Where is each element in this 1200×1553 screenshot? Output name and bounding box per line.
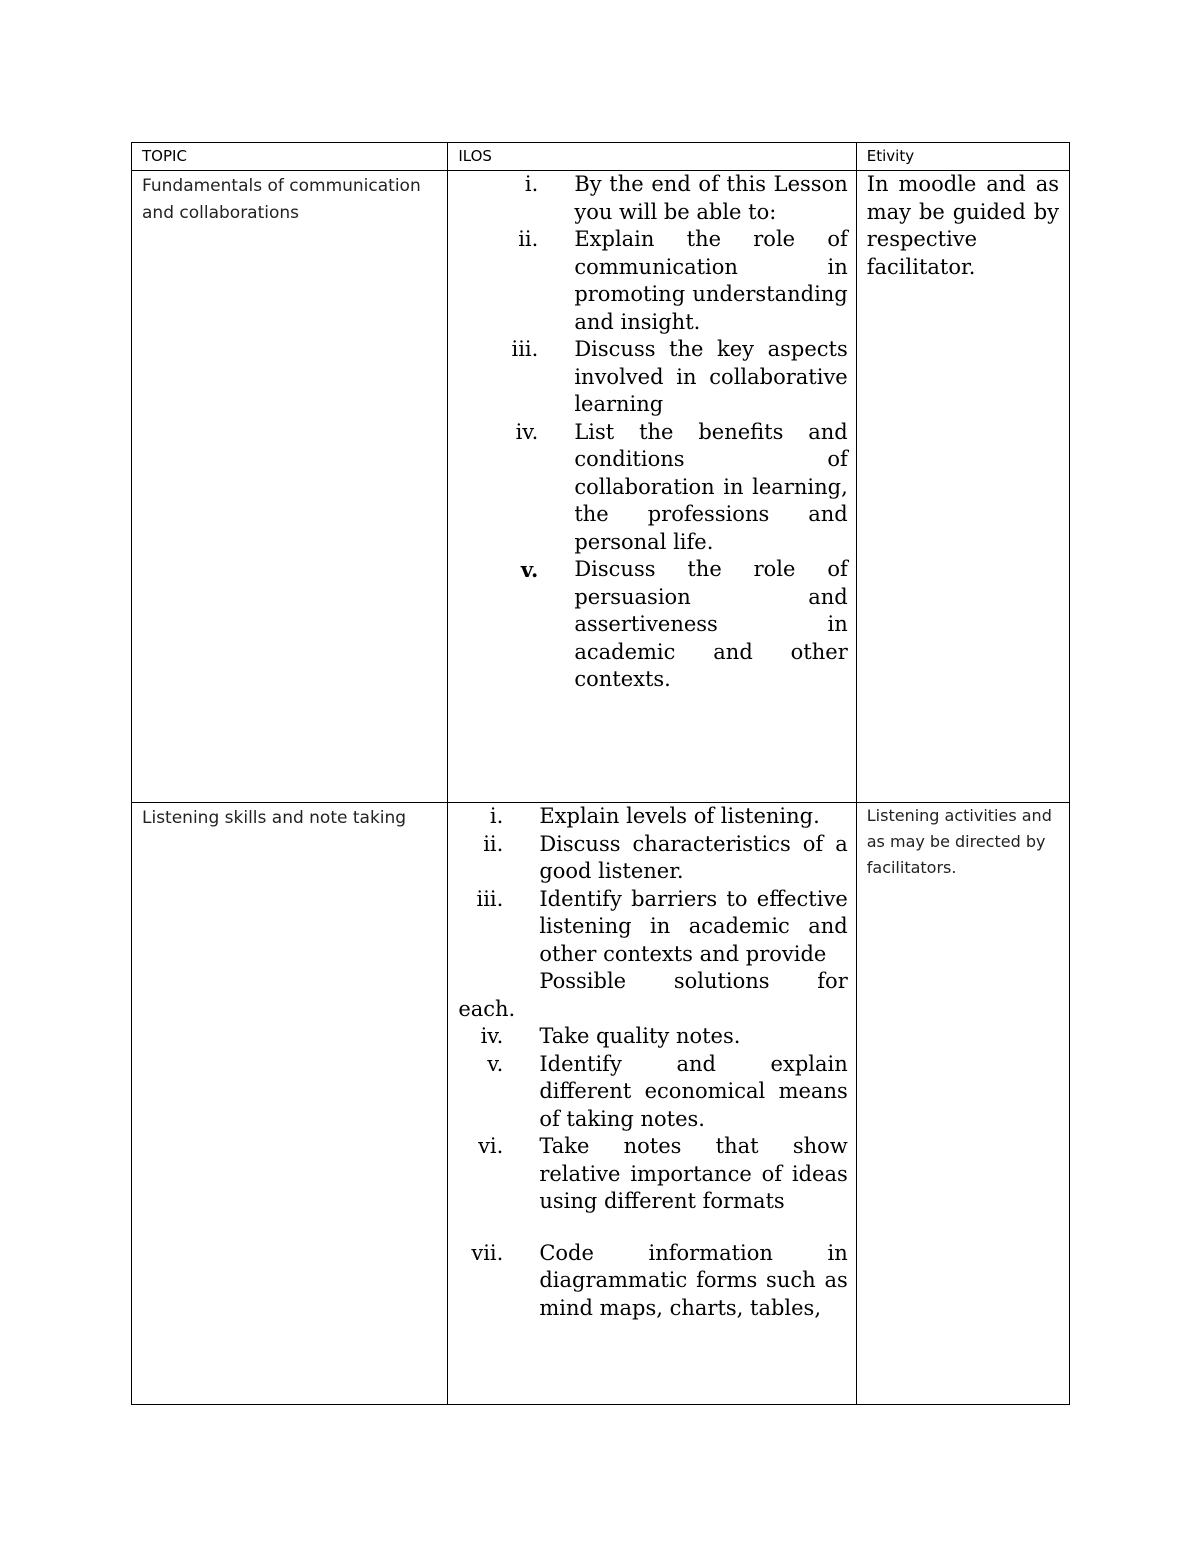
- ilo-text: Code information in diagrammatic forms such as mind maps, charts, tables,: [539, 1240, 848, 1320]
- ilo-item: [458, 419, 847, 557]
- table-row: [132, 803, 1070, 1405]
- topics-table: [131, 142, 1070, 1405]
- ilo-item: [458, 556, 847, 694]
- topic-cell: Fundamentals of communication and collaborations: [132, 171, 448, 803]
- ilo-text: By the end of this Lesson you will be able to:: [574, 172, 848, 224]
- ilo-number: ii.: [518, 227, 539, 251]
- ilo-list: [458, 171, 847, 694]
- ilo-item: [458, 171, 847, 226]
- ilo-text: Discuss the key aspects involved in collaborative learning: [574, 337, 848, 416]
- header-etivity: Etivity: [856, 143, 1069, 171]
- ilo-text-continued: Possible solutions for: [539, 969, 848, 993]
- ilo-item: [458, 831, 847, 886]
- ilo-text: Discuss characteristics of a good listener.: [539, 831, 848, 883]
- header-topic: TOPIC: [132, 143, 448, 171]
- ilo-item: [458, 803, 847, 831]
- header-ilos: ILOS: [448, 143, 856, 171]
- ilo-text-block: [539, 886, 847, 996]
- ilo-text: Discuss the role of persuasion and assertiveness in academic and other contexts.: [574, 557, 848, 691]
- ilo-number: vii.: [471, 1240, 504, 1265]
- ilo-number: iii.: [476, 886, 504, 911]
- ilo-number: iv.: [480, 1024, 504, 1048]
- topic-cell: Listening skills and note taking: [132, 803, 448, 1405]
- ilo-text-tail: each.: [458, 996, 516, 1021]
- table-row: [132, 171, 1070, 803]
- ilo-item: [458, 1023, 847, 1051]
- ilo-number: v.: [487, 1051, 504, 1076]
- header-row: [132, 143, 1070, 171]
- ilo-item: [458, 226, 847, 336]
- ilo-list: [458, 803, 847, 1322]
- ilo-text: Explain the role of communication in promoting understanding and insight.: [574, 227, 848, 334]
- list-spacer: [458, 1216, 847, 1240]
- ilo-number: v.: [520, 557, 539, 582]
- ilo-item: [458, 886, 847, 996]
- etivity-cell: Listening activities and as may be directed by facilitators.: [856, 803, 1069, 1405]
- ilo-number: iv.: [515, 419, 539, 444]
- ilo-number: ii.: [483, 831, 504, 856]
- ilo-number: vi.: [478, 1134, 504, 1158]
- ilo-item: [458, 1051, 847, 1134]
- ilos-cell: [448, 171, 856, 803]
- ilo-item: [458, 336, 847, 419]
- ilos-cell: [448, 803, 856, 1405]
- ilo-number: iii.: [511, 337, 539, 361]
- ilo-text: Identify barriers to effective listening in academic and other contexts and provide: [539, 886, 848, 966]
- ilo-number: i.: [524, 172, 539, 196]
- ilo-item: [458, 1240, 847, 1323]
- ilo-text: Take quality notes.: [539, 1024, 741, 1048]
- ilo-text: Identify and explain different economical means of taking notes.: [539, 1051, 848, 1131]
- etivity-cell: In moodle and as may be guided by respective facilitator.: [856, 171, 1069, 803]
- ilo-number: i.: [489, 804, 504, 828]
- ilo-text: Explain levels of listening.: [539, 804, 820, 828]
- ilo-item: [458, 1133, 847, 1216]
- ilo-text: List the benefits and conditions of collaboration in learning, the professions and personal life.: [574, 419, 848, 554]
- ilo-text: Take notes that show relative importance of ideas using different formats: [539, 1134, 848, 1213]
